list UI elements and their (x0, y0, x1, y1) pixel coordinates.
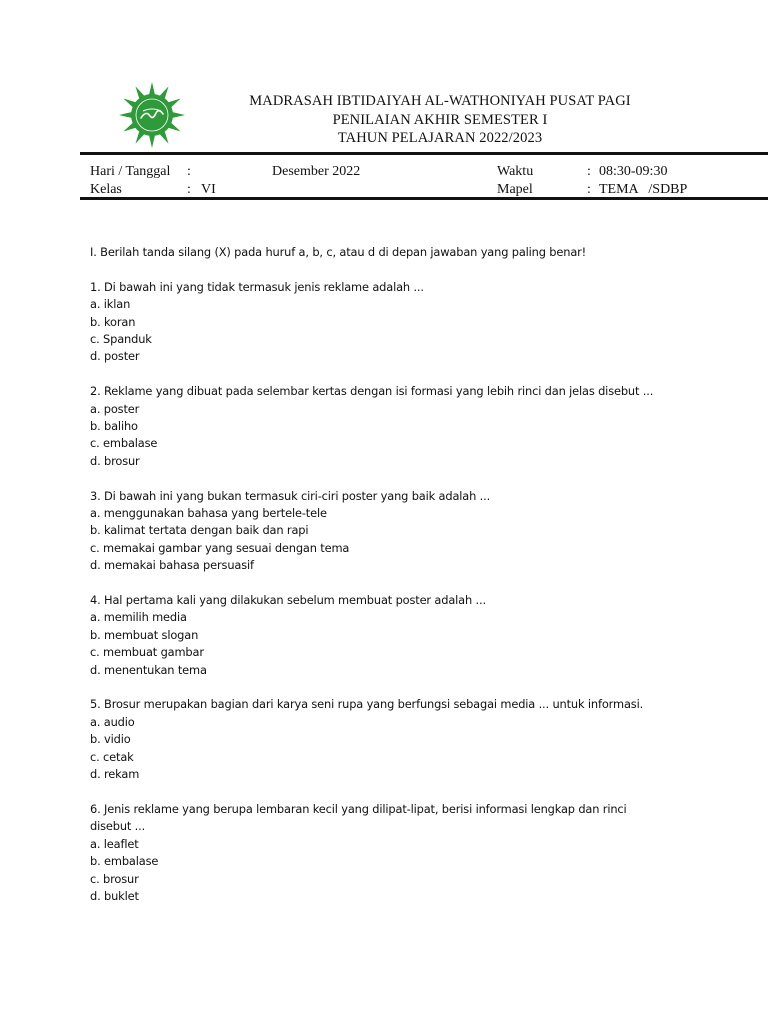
question-2 (90, 383, 750, 470)
time-value: 08:30-09:30 (599, 164, 668, 179)
day-value: Desember 2022 (272, 164, 361, 179)
subject-value: TEMA /SDBP (599, 182, 688, 197)
muhammadiyah-sun-logo (112, 80, 192, 150)
question-stem: 3. Di bawah ini yang bukan termasuk ciri-ciri poster yang baik adalah ... (90, 488, 491, 503)
subject-label: Mapel (497, 182, 533, 197)
option-b: b. kalimat tertata dengan baik dan rapi (90, 523, 309, 538)
logo-disc (131, 94, 173, 136)
option-c: c. memakai gambar yang sesuai dengan tema (90, 540, 350, 555)
day-colon: : (187, 164, 191, 179)
option-d: d. poster (90, 349, 140, 364)
header-rule-bottom (80, 197, 768, 200)
exam-name: PENILAIAN AKHIR SEMESTER I (332, 111, 548, 128)
question-4 (90, 592, 750, 679)
option-b: b. embalase (90, 854, 159, 869)
option-b: b. vidio (90, 732, 131, 747)
question-6 (90, 801, 750, 905)
option-a: a. leaflet (90, 836, 139, 851)
option-c: c. Spanduk (90, 332, 152, 347)
option-d: d. rekam (90, 767, 140, 782)
school-name: MADRASAH IBTIDAIYAH AL-WATHONIYAH PUSAT PAGI (249, 93, 631, 109)
exam-content (90, 244, 750, 923)
question-stem-continued: disebut ... (90, 819, 146, 834)
class-value: VI (201, 182, 216, 197)
option-a: a. audio (90, 714, 135, 729)
option-d: d. menentukan tema (90, 662, 207, 677)
option-b: b. baliho (90, 419, 138, 434)
question-stem: 6. Jenis reklame yang berupa lembaran kecil yang dilipat-lipat, berisi informasi lengkap dan rinci (90, 801, 627, 816)
question-stem: 2. Reklame yang dibuat pada selembar kertas dengan isi formasi yang lebih rinci dan jelas disebut ... (90, 384, 654, 399)
option-c: c. brosur (90, 871, 139, 886)
class-label: Kelas (90, 182, 122, 197)
option-b: b. membuat slogan (90, 627, 199, 642)
instruction: I. Berilah tanda silang (X) pada huruf a, b, c, atau d di depan jawaban yang paling benar! (90, 245, 587, 259)
class-colon: : (187, 182, 191, 197)
option-a: a. memilih media (90, 610, 187, 625)
question-stem: 1. Di bawah ini yang tidak termasuk jenis reklame adalah ... (90, 279, 424, 294)
option-c: c. membuat gambar (90, 645, 204, 660)
time-label: Waktu (497, 164, 534, 179)
option-c: c. embalase (90, 436, 158, 451)
option-b: b. koran (90, 314, 136, 329)
option-c: c. cetak (90, 749, 134, 764)
question-1 (90, 279, 750, 366)
time-colon: : (587, 164, 591, 179)
question-stem: 4. Hal pertama kali yang dilakukan sebelum membuat poster adalah ... (90, 593, 486, 608)
question-5 (90, 696, 750, 783)
option-a: a. menggunakan bahasa yang bertele-tele (90, 506, 327, 521)
option-d: d. brosur (90, 453, 140, 468)
day-label: Hari / Tanggal (90, 164, 171, 179)
subject-colon: : (587, 182, 591, 197)
question-stem: 5. Brosur merupakan bagian dari karya seni rupa yang berfungsi sebagai media ... untuk informasi. (90, 697, 644, 712)
option-a: a. poster (90, 401, 140, 416)
option-a: a. iklan (90, 297, 131, 312)
academic-year: TAHUN PELAJARAN 2022/2023 (337, 130, 543, 146)
option-d: d. memakai bahasa persuasif (90, 558, 254, 573)
school-header (200, 92, 680, 148)
header-rule-top (80, 152, 768, 155)
question-3 (90, 488, 750, 575)
option-d: d. buklet (90, 888, 139, 903)
